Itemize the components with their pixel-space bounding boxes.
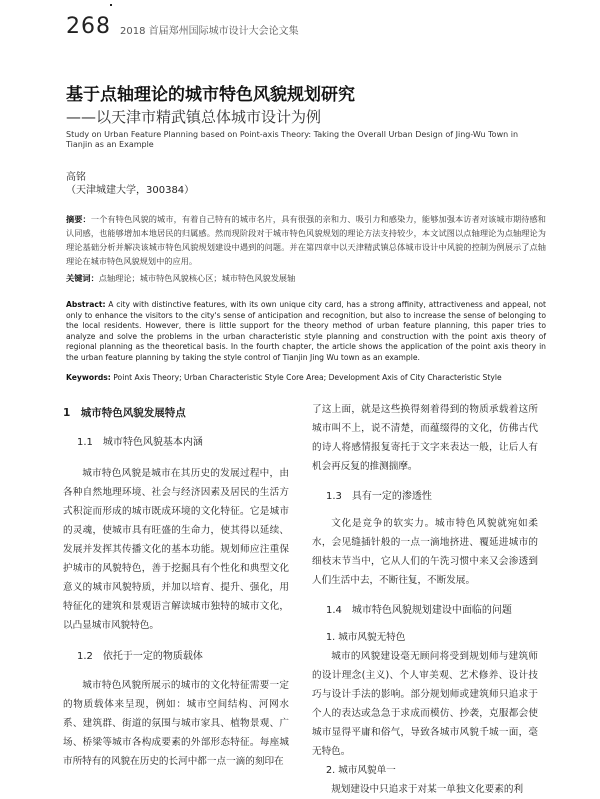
author-name: 高铭 xyxy=(66,172,86,183)
paper-title-english: Study on Urban Feature Planning based on Point-axis Theory: Taking the Overall Urban Design of Jing-Wu Town in Tianjin as an Example xyxy=(66,130,519,149)
abstract-chinese-text: 一个有特色风貌的城市，有着自己特有的城市名片，具有很强的亲和力、吸引力和感染力，能够加强本访者对该城市期待感和认同感，也能够增加本地居民的归属感。然而现阶段对于城市特色风貌规划的理论方法支持较少，本文试图以点轴理论为点轴理论为理论基础分析并解决该城市特色风貌规划建设中遇到的问题。并在第四章中以天津精武镇总体城市设计中风貌的控制为例展示了点轴理论在城市特色风貌规划中的应用。 xyxy=(66,214,546,266)
keywords-chinese-text: 点轴理论；城市特色风貌核心区；城市特色风貌发展轴 xyxy=(98,273,296,283)
section-heading-1-2: 1.2 依托于一定的物质载体 xyxy=(77,651,203,662)
abstract-chinese-label: 摘要： xyxy=(66,214,91,224)
body-column-right xyxy=(312,400,538,799)
section-heading-1-3: 1.3 具有一定的渗透性 xyxy=(326,491,432,502)
section-heading-1: 1 城市特色风貌发展特点 xyxy=(63,407,186,419)
continued-paragraph: 了这上面，就是这些换得刻着得到的物质承载着这所城市叫不上，说不清楚，而蕴缀得的文化，仿佛古代的诗人将感情报复寄托于文字来表达一般，让后人有机会再反复的推测揣摩。 xyxy=(312,404,538,472)
paper-subtitle: ——以天津市精武镇总体城市设计为例 xyxy=(66,108,322,126)
section-1-4-paragraph-2: 规划建设中只追求于对某一单独文化要素的利 xyxy=(331,784,524,795)
section-1-3-paragraph: 文化是竞争的软实力。城市特色风貌就宛如柔水，会见缝插针般的一点一滴地挤进、覆延进城市的细枝末节当中，它从人们的午洗习惯中来又会渗透到人们生活中去，不断往复，不断发展。 xyxy=(312,518,538,586)
section-heading-1-4: 1.4 城市特色风貌规划建设中面临的问题 xyxy=(326,605,512,616)
paper-title: 基于点轴理论的城市特色风貌规划研究 xyxy=(66,85,355,105)
page-number: 268 xyxy=(66,14,111,39)
keywords-chinese xyxy=(66,273,546,284)
problem-item-1: 1. 城市风貌无特色 xyxy=(326,632,406,643)
ink-dot xyxy=(110,4,112,6)
section-1-1-paragraph: 城市特色风貌是城市在其历史的发展过程中，由各种自然地理环境、社会与经济因素及居民的生活方式积淀而形成的城市既成环境的文化特征。它是城市的灵魂，使城市具有旺盛的生命力，使其得以延续、发展并发挥其传播文化的基本功能。规划师应注重保护城市的风貌特色，善于挖掘具有个性化和典型文化意义的城市风貌特质，并加以培育、提升、强化，用特征化的建筑和景观语言解读城市独特的城市文化，以凸显城市风貌特色。 xyxy=(63,468,289,631)
body-column-left xyxy=(63,400,289,771)
keywords-english-label: Keywords: xyxy=(66,373,111,382)
keywords-english-text: Point Axis Theory; Urban Characteristic Style Core Area; Development Axis of City Characteristic Style xyxy=(113,373,502,382)
abstract-english xyxy=(66,300,546,363)
abstract-english-text: A city with distinctive features, with its own unique city card, has a strong affinity, attractiveness and appeal, not only to enhance the visitors to the city's sense of anticipation and recognition, but also to increase the sense of belonging to the local residents. However, there is little support for the theory method of urban feature planning, this paper tries to analyze and solve the problems in the urban characteristic style planning and construction with the point axis theory of regional planning as the theoretical basis. In the fourth chapter, the article shows the application of the point axis theory in the urban feature planning by taking the style control of Tianjin Jing Wu town as an example. xyxy=(66,300,546,362)
section-1-2-paragraph: 城市特色风貌所展示的城市的文化特征需要一定的物质载体来呈现，例如：城市空间结构、河网水系、建筑群、街道的氛围与城市家具、植物景观、广场、桥梁等城市各构成要素的外部形态特征。每座城市所特有的风貌在历史的长河中都一点一滴的刻印在 xyxy=(63,680,289,767)
keywords-english xyxy=(66,373,546,382)
author-affiliation: （天津城建大学，300384） xyxy=(66,185,195,196)
section-1-4-paragraph-1: 城市的风貌建设毫无顾问将受到规划师与建筑师的设计理念(主义)、个人审美观、艺术修养、设计技巧与设计手法的影响。部分规划师或建筑师只追求于个人的表达或急急于求成而模仿、抄袭，克服都会使城市显得平庸和俗气，导致各城市风貌千城一面，毫无特色。 xyxy=(312,651,538,757)
abstract-chinese xyxy=(66,212,546,268)
abstract-english-label: Abstract: xyxy=(66,300,106,309)
proceedings-title: 2018 首届郑州国际城市设计大会论文集 xyxy=(120,26,299,37)
keywords-chinese-label: 关键词： xyxy=(66,273,99,283)
problem-item-2: 2. 城市风貌单一 xyxy=(326,765,396,776)
section-heading-1-1: 1.1 城市特色风貌基本内涵 xyxy=(77,437,203,448)
